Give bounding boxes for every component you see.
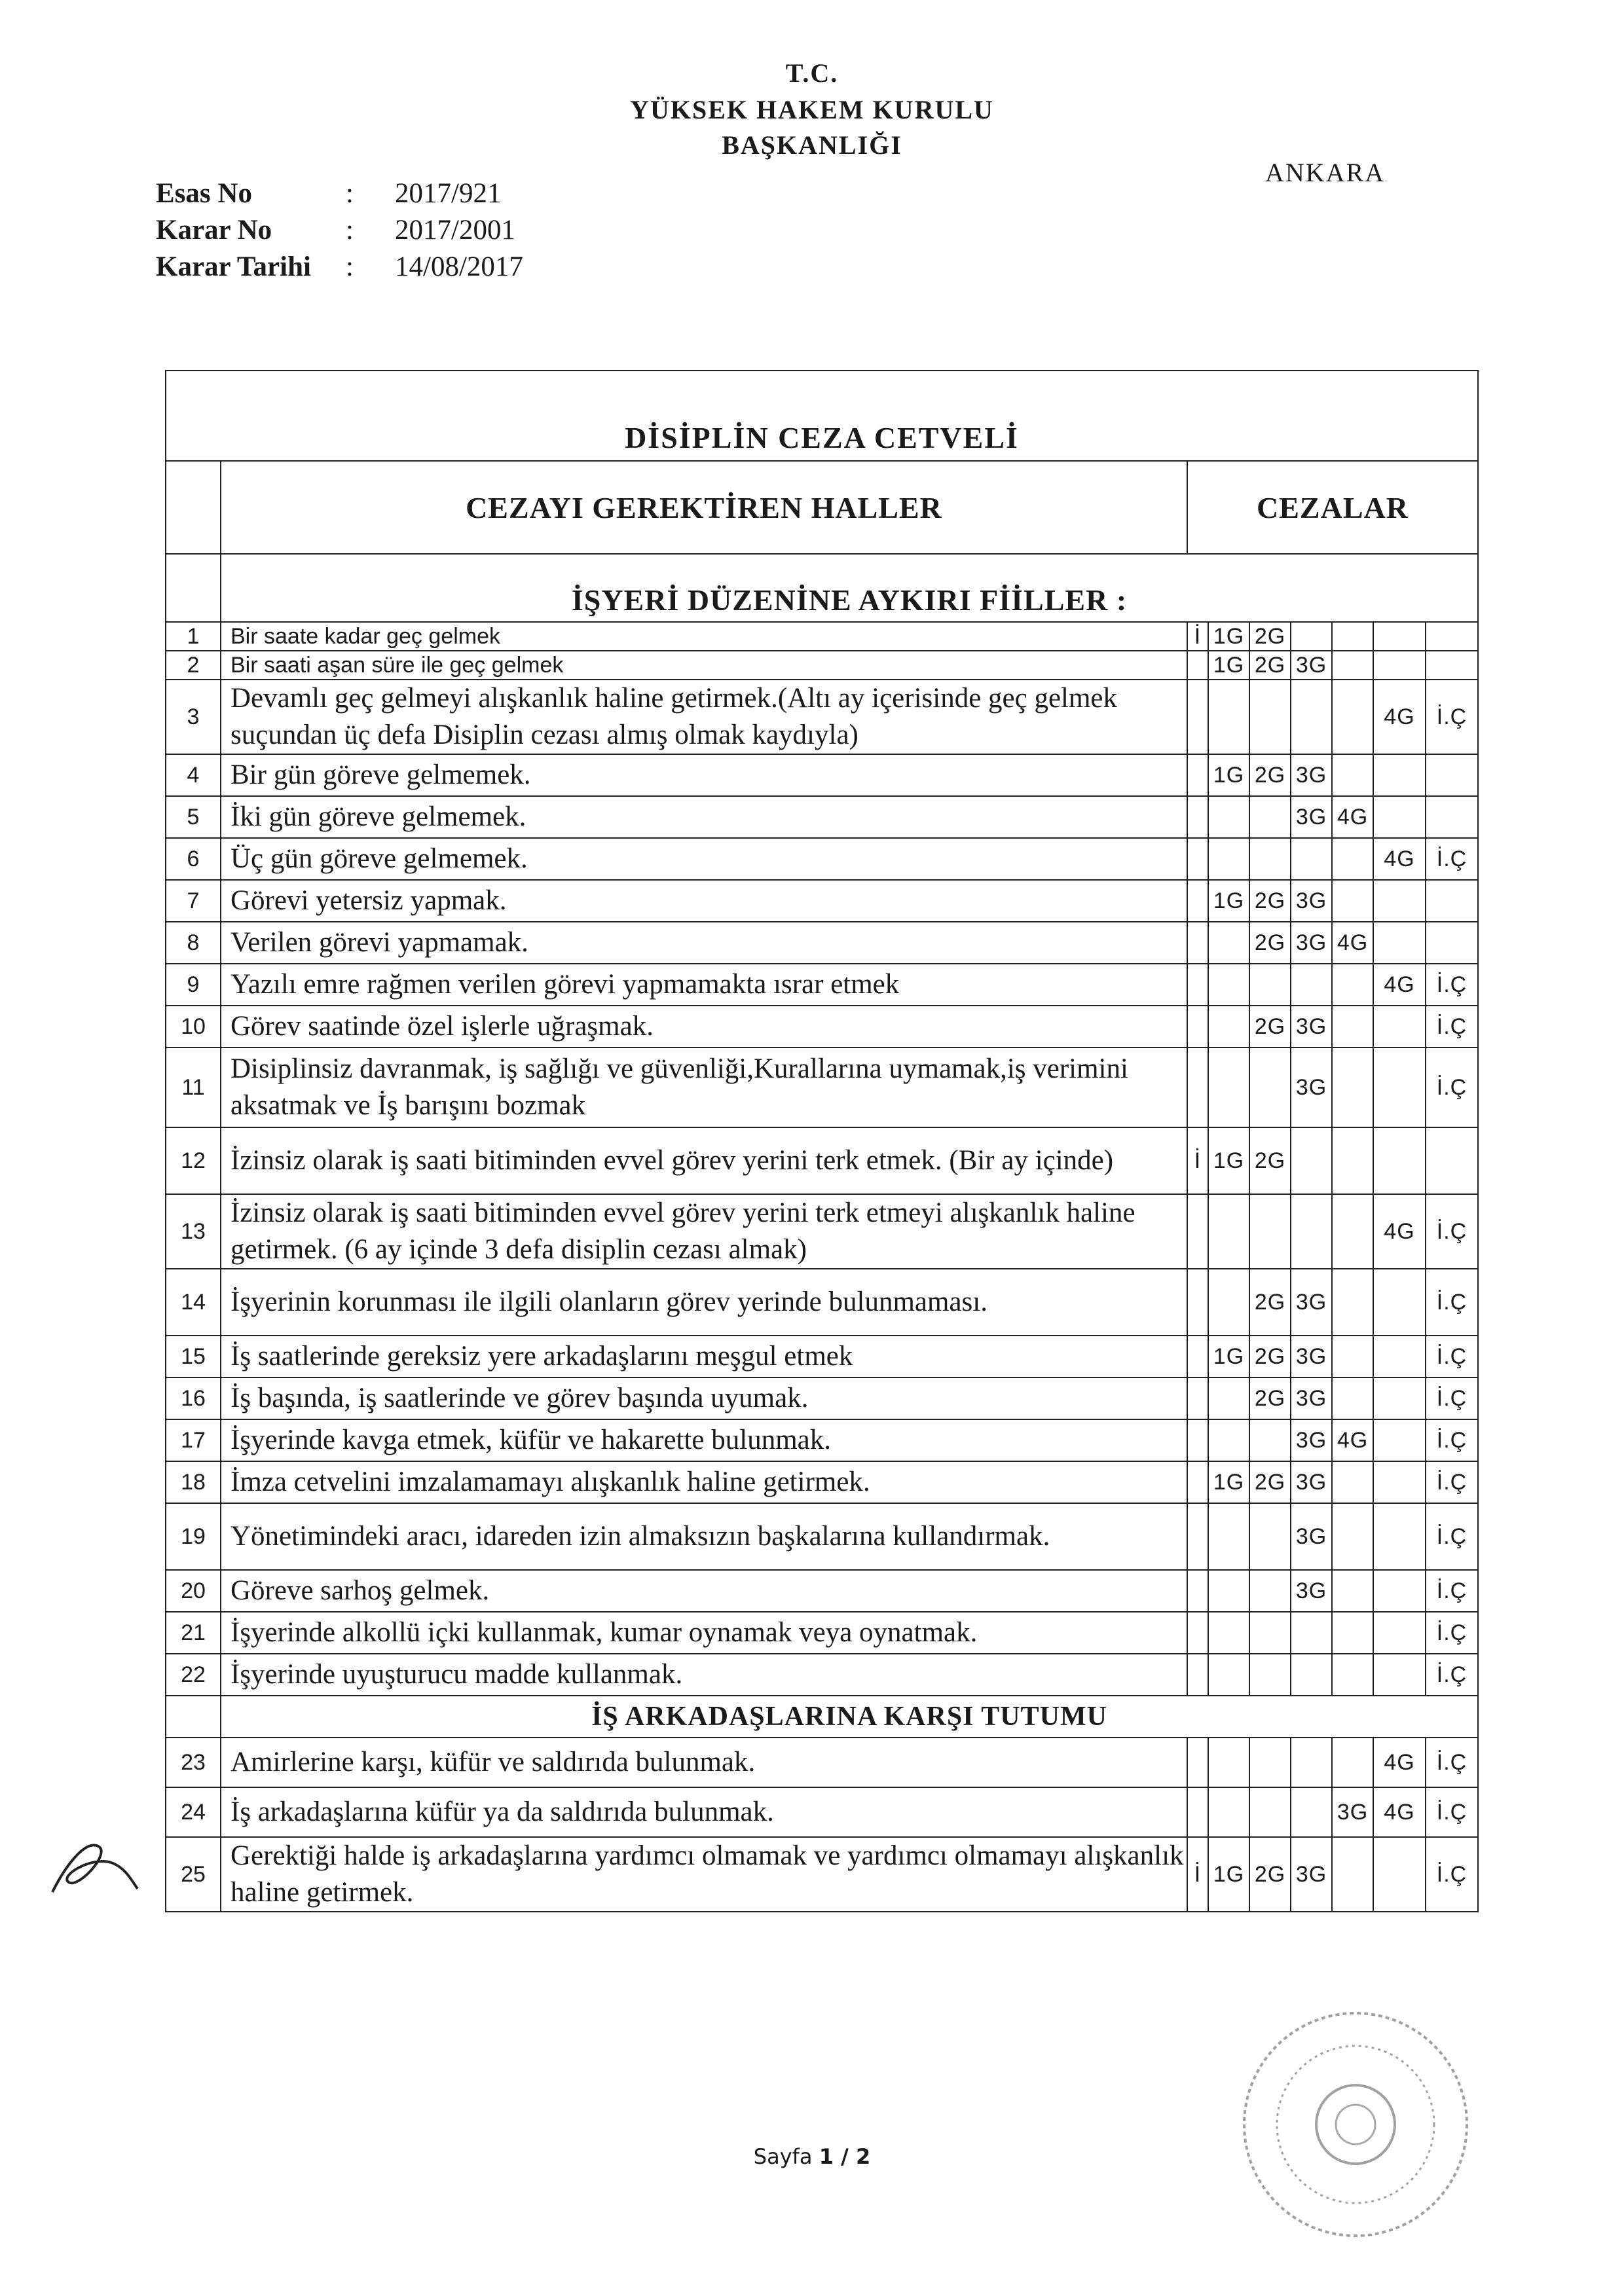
offense-description: İşyerinde kavga etmek, küfür ve hakarette bulunmak. xyxy=(221,1419,1187,1461)
case-number-row xyxy=(156,175,523,212)
penalty-cell xyxy=(1373,796,1426,838)
table-row xyxy=(166,1738,1478,1787)
footer-prefix: Sayfa xyxy=(753,2144,819,2169)
offense-description: İmza cetvelini imzalamamayı alışkanlık haline getirmek. xyxy=(221,1461,1187,1503)
header-presidency: BAŞKANLIĞI xyxy=(722,130,902,160)
penalty-cell: 3G xyxy=(1291,1570,1332,1612)
penalty-cell: 1G xyxy=(1208,1336,1249,1377)
penalty-cell xyxy=(1249,1419,1291,1461)
meta-label: Karar No xyxy=(156,215,272,246)
penalty-cell xyxy=(1332,1127,1373,1194)
column-header-penalties: CEZALAR xyxy=(1187,461,1478,554)
penalty-cell xyxy=(1332,1048,1373,1127)
table-row xyxy=(166,1461,1478,1503)
penalty-cell xyxy=(1187,1503,1208,1570)
offense-description: İşyerinde uyuşturucu madde kullanmak. xyxy=(221,1654,1187,1696)
penalty-cell xyxy=(1426,1127,1478,1194)
table-row xyxy=(166,1048,1478,1127)
penalty-cell: 3G xyxy=(1291,922,1332,964)
penalty-cell: İ.Ç xyxy=(1426,1461,1478,1503)
row-number: 19 xyxy=(166,1503,221,1570)
table-row xyxy=(166,1194,1478,1269)
row-number: 17 xyxy=(166,1419,221,1461)
penalty-cell: 1G xyxy=(1208,1837,1249,1912)
penalty-cell xyxy=(1291,1654,1332,1696)
penalty-cell xyxy=(1373,1419,1426,1461)
penalty-cell: 2G xyxy=(1249,1269,1291,1336)
penalty-cell xyxy=(1426,651,1478,680)
penalty-cell: 1G xyxy=(1208,1127,1249,1194)
penalty-cell xyxy=(1208,1194,1249,1269)
penalty-cell xyxy=(1187,1048,1208,1127)
penalty-cell xyxy=(1187,1419,1208,1461)
row-number: 8 xyxy=(166,922,221,964)
penalty-cell: 4G xyxy=(1373,1738,1426,1787)
penalty-cell xyxy=(1373,1654,1426,1696)
penalty-cell xyxy=(1291,1127,1332,1194)
penalty-cell xyxy=(1291,838,1332,880)
penalty-cell: 1G xyxy=(1208,651,1249,680)
penalty-cell xyxy=(1187,1377,1208,1419)
penalty-cell: 4G xyxy=(1332,1419,1373,1461)
penalty-cell xyxy=(1332,838,1373,880)
penalty-cell xyxy=(1208,1377,1249,1419)
penalty-cell: 2G xyxy=(1249,754,1291,796)
penalty-cell: İ.Ç xyxy=(1426,1503,1478,1570)
penalty-cell xyxy=(1332,754,1373,796)
penalty-cell: 1G xyxy=(1208,1461,1249,1503)
penalty-cell: İ.Ç xyxy=(1426,1837,1478,1912)
penalty-cell xyxy=(1426,880,1478,922)
table-row xyxy=(166,754,1478,796)
row-number: 5 xyxy=(166,796,221,838)
offense-description: Görev saatinde özel işlerle uğraşmak. xyxy=(221,1006,1187,1048)
offense-description: İş arkadaşlarına küfür ya da saldırıda bulunmak. xyxy=(221,1787,1187,1837)
penalty-cell xyxy=(1249,1048,1291,1127)
row-number: 4 xyxy=(166,754,221,796)
offense-description: Disiplinsiz davranmak, iş sağlığı ve güvenliği,Kurallarına uymamak,iş verimini aksatmak ve İş barışını bozmak xyxy=(221,1048,1187,1127)
table-row xyxy=(166,1269,1478,1336)
penalty-cell: İ.Ç xyxy=(1426,1194,1478,1269)
penalty-cell xyxy=(1187,1006,1208,1048)
penalty-cell xyxy=(1332,1377,1373,1419)
row-number: 23 xyxy=(166,1738,221,1787)
penalty-cell xyxy=(1373,880,1426,922)
meta-separator: : xyxy=(346,251,354,282)
penalty-cell: İ.Ç xyxy=(1426,1419,1478,1461)
offense-description: İzinsiz olarak iş saati bitiminden evvel görev yerini terk etmeyi alışkanlık haline getirmek. (6 ay içinde 3 defa disiplin cezası almak) xyxy=(221,1194,1187,1269)
penalty-cell xyxy=(1208,1006,1249,1048)
penalty-cell xyxy=(1208,1048,1249,1127)
offense-description: Yazılı emre rağmen verilen görevi yapmamakta ısrar etmek xyxy=(221,964,1187,1006)
row-number: 22 xyxy=(166,1654,221,1696)
penalty-cell: İ xyxy=(1187,622,1208,651)
penalty-cell xyxy=(1208,838,1249,880)
meta-value: 14/08/2017 xyxy=(395,251,523,282)
penalty-cell xyxy=(1249,1612,1291,1654)
penalty-cell xyxy=(1187,1654,1208,1696)
penalty-cell: İ xyxy=(1187,1837,1208,1912)
penalty-cell xyxy=(1187,1194,1208,1269)
row-number: 25 xyxy=(166,1837,221,1912)
penalty-cell: 3G xyxy=(1291,880,1332,922)
offense-description: İş başında, iş saatlerinde ve görev başında uyumak. xyxy=(221,1377,1187,1419)
penalty-cell xyxy=(1332,1738,1373,1787)
penalty-cell xyxy=(1291,1612,1332,1654)
penalty-cell: 4G xyxy=(1373,680,1426,754)
row-number: 6 xyxy=(166,838,221,880)
penalty-cell xyxy=(1291,680,1332,754)
penalty-cell xyxy=(1332,1837,1373,1912)
penalty-cell: 1G xyxy=(1208,622,1249,651)
column-header-cases: CEZAYI GEREKTİREN HALLER xyxy=(221,461,1187,554)
penalty-cell xyxy=(1187,838,1208,880)
penalty-cell xyxy=(1249,1503,1291,1570)
penalty-cell xyxy=(1208,1269,1249,1336)
row-number: 12 xyxy=(166,1127,221,1194)
section-spacer xyxy=(166,554,221,622)
penalty-cell: İ.Ç xyxy=(1426,1654,1478,1696)
penalty-cell xyxy=(1373,1837,1426,1912)
penalty-cell xyxy=(1187,796,1208,838)
penalty-cell: 3G xyxy=(1291,1837,1332,1912)
table-row xyxy=(166,1654,1478,1696)
penalty-cell: İ.Ç xyxy=(1426,1269,1478,1336)
penalty-cell xyxy=(1373,651,1426,680)
penalty-cell: 2G xyxy=(1249,1461,1291,1503)
decision-date-row xyxy=(156,249,523,285)
official-stamp xyxy=(1218,2000,1493,2249)
meta-separator: : xyxy=(346,215,354,246)
penalty-cell xyxy=(1373,922,1426,964)
offense-description: İşyerinde alkollü içki kullanmak, kumar oynamak veya oynatmak. xyxy=(221,1612,1187,1654)
offense-description: Üç gün göreve gelmemek. xyxy=(221,838,1187,880)
penalty-cell: 4G xyxy=(1373,964,1426,1006)
penalty-cell xyxy=(1291,1738,1332,1787)
penalty-cell xyxy=(1187,964,1208,1006)
penalty-cell xyxy=(1187,922,1208,964)
meta-label: Karar Tarihi xyxy=(156,251,311,282)
penalty-cell xyxy=(1373,1048,1426,1127)
penalty-cell xyxy=(1187,1461,1208,1503)
row-number: 14 xyxy=(166,1269,221,1336)
penalty-cell: İ.Ç xyxy=(1426,1336,1478,1377)
penalty-cell: 2G xyxy=(1249,880,1291,922)
penalty-cell xyxy=(1373,1612,1426,1654)
penalty-cell xyxy=(1187,1738,1208,1787)
offense-description: İzinsiz olarak iş saati bitiminden evvel görev yerini terk etmek. (Bir ay içinde) xyxy=(221,1127,1187,1194)
offense-description: Bir saati aşan süre ile geç gelmek xyxy=(221,651,1187,680)
penalty-cell xyxy=(1249,1787,1291,1837)
penalty-cell xyxy=(1208,964,1249,1006)
row-number: 7 xyxy=(166,880,221,922)
table-row xyxy=(166,922,1478,964)
penalty-table xyxy=(165,370,1479,1912)
table-row xyxy=(166,1570,1478,1612)
penalty-cell: 2G xyxy=(1249,922,1291,964)
penalty-cell: İ.Ç xyxy=(1426,1787,1478,1837)
table-title: DİSİPLİN CEZA CETVELİ xyxy=(166,371,1478,461)
initials-signature xyxy=(39,1827,144,1905)
offense-description: İşyerinin korunması ile ilgili olanların görev yerinde bulunmaması. xyxy=(221,1269,1187,1336)
penalty-cell xyxy=(1187,1269,1208,1336)
penalty-cell: 3G xyxy=(1291,1269,1332,1336)
penalty-cell xyxy=(1332,1006,1373,1048)
penalty-cell xyxy=(1249,838,1291,880)
penalty-cell xyxy=(1208,680,1249,754)
row-number: 20 xyxy=(166,1570,221,1612)
penalty-cell xyxy=(1426,796,1478,838)
penalty-cell: 4G xyxy=(1373,1194,1426,1269)
table-row xyxy=(166,622,1478,651)
city-label: ANKARA xyxy=(1265,158,1386,187)
penalty-cell xyxy=(1373,1503,1426,1570)
offense-description: Verilen görevi yapmamak. xyxy=(221,922,1187,964)
penalty-cell xyxy=(1208,1654,1249,1696)
penalty-cell: 2G xyxy=(1249,651,1291,680)
penalty-cell xyxy=(1373,1336,1426,1377)
penalty-cell xyxy=(1187,880,1208,922)
table-row xyxy=(166,1837,1478,1912)
penalty-cell xyxy=(1332,1503,1373,1570)
penalty-cell xyxy=(1187,651,1208,680)
penalty-cell xyxy=(1332,1269,1373,1336)
penalty-cell xyxy=(1187,1336,1208,1377)
penalty-cell: 4G xyxy=(1373,838,1426,880)
penalty-cell xyxy=(1208,1503,1249,1570)
penalty-cell: İ.Ç xyxy=(1426,1048,1478,1127)
meta-value: 2017/2001 xyxy=(395,215,515,246)
row-number: 13 xyxy=(166,1194,221,1269)
offense-description: Bir gün göreve gelmemek. xyxy=(221,754,1187,796)
penalty-cell xyxy=(1332,651,1373,680)
offense-description: Gerektiği halde iş arkadaşlarına yardımcı olmamak ve yardımcı olmamayı alışkanlık haline getirmek. xyxy=(221,1837,1187,1912)
row-number: 1 xyxy=(166,622,221,651)
meta-separator: : xyxy=(346,178,354,209)
table-row xyxy=(166,1612,1478,1654)
penalty-cell xyxy=(1187,1570,1208,1612)
penalty-cell: İ.Ç xyxy=(1426,1738,1478,1787)
section-heading-colleagues: İŞ ARKADAŞLARINA KARŞI TUTUMU xyxy=(221,1696,1478,1738)
penalty-cell: 1G xyxy=(1208,754,1249,796)
penalty-cell xyxy=(1187,680,1208,754)
penalty-cell xyxy=(1291,1787,1332,1837)
offense-description: Yönetimindeki aracı, idareden izin almaksızın başkalarına kullandırmak. xyxy=(221,1503,1187,1570)
penalty-cell xyxy=(1332,880,1373,922)
penalty-cell: 2G xyxy=(1249,1127,1291,1194)
meta-value: 2017/921 xyxy=(395,178,502,209)
row-number: 21 xyxy=(166,1612,221,1654)
penalty-cell xyxy=(1187,754,1208,796)
page-number: 1 / 2 xyxy=(819,2144,871,2169)
penalty-cell: İ.Ç xyxy=(1426,964,1478,1006)
row-number: 16 xyxy=(166,1377,221,1419)
header-institution: YÜKSEK HAKEM KURULU xyxy=(630,95,994,124)
penalty-cell: İ.Ç xyxy=(1426,1377,1478,1419)
table-row xyxy=(166,680,1478,754)
offense-description: İş saatlerinde gereksiz yere arkadaşlarını meşgul etmek xyxy=(221,1336,1187,1377)
penalty-cell: 3G xyxy=(1332,1787,1373,1837)
penalty-cell xyxy=(1332,1654,1373,1696)
penalty-cell: 3G xyxy=(1291,651,1332,680)
section-heading-workplace: İŞYERİ DÜZENİNE AYKIRI FİİLLER : xyxy=(221,554,1478,622)
penalty-cell: 4G xyxy=(1332,796,1373,838)
penalty-cell: 3G xyxy=(1291,1503,1332,1570)
table-row xyxy=(166,1377,1478,1419)
penalty-cell xyxy=(1426,754,1478,796)
penalty-cell xyxy=(1208,796,1249,838)
page-footer xyxy=(0,2144,1624,2169)
penalty-cell: İ.Ç xyxy=(1426,1612,1478,1654)
penalty-cell xyxy=(1291,1194,1332,1269)
penalty-cell: 2G xyxy=(1249,622,1291,651)
penalty-cell: 4G xyxy=(1332,922,1373,964)
penalty-cell: 2G xyxy=(1249,1336,1291,1377)
case-info xyxy=(156,175,523,285)
penalty-cell xyxy=(1426,622,1478,651)
penalty-cell: İ.Ç xyxy=(1426,838,1478,880)
table-row xyxy=(166,1503,1478,1570)
penalty-cell xyxy=(1208,1419,1249,1461)
row-number: 3 xyxy=(166,680,221,754)
table-row xyxy=(166,1419,1478,1461)
offense-description: Amirlerine karşı, küfür ve saldırıda bulunmak. xyxy=(221,1738,1187,1787)
penalty-cell xyxy=(1291,964,1332,1006)
penalty-cell xyxy=(1332,1612,1373,1654)
penalty-cell xyxy=(1332,1194,1373,1269)
penalty-cell: 3G xyxy=(1291,1006,1332,1048)
penalty-cell: 3G xyxy=(1291,1048,1332,1127)
decision-number-row xyxy=(156,212,523,249)
penalty-cell xyxy=(1208,1738,1249,1787)
penalty-cell xyxy=(1208,1612,1249,1654)
penalty-cell xyxy=(1373,1570,1426,1612)
table-row xyxy=(166,1336,1478,1377)
penalty-cell: 2G xyxy=(1249,1377,1291,1419)
penalty-cell: İ.Ç xyxy=(1426,1570,1478,1612)
penalty-cell: 4G xyxy=(1373,1787,1426,1837)
penalty-cell: 3G xyxy=(1291,1461,1332,1503)
penalty-cell xyxy=(1373,1377,1426,1419)
penalty-cell xyxy=(1187,1612,1208,1654)
penalty-cell xyxy=(1208,1787,1249,1837)
penalty-cell xyxy=(1332,1461,1373,1503)
penalty-cell xyxy=(1373,622,1426,651)
row-number: 18 xyxy=(166,1461,221,1503)
table-row xyxy=(166,880,1478,922)
offense-description: Devamlı geç gelmeyi alışkanlık haline getirmek.(Altı ay içerisinde geç gelmek suçundan üç defa Disiplin cezası almış olmak kaydıyla) xyxy=(221,680,1187,754)
penalty-cell xyxy=(1373,754,1426,796)
penalty-cell xyxy=(1373,1127,1426,1194)
penalty-cell xyxy=(1249,1738,1291,1787)
penalty-cell xyxy=(1249,964,1291,1006)
table-row xyxy=(166,796,1478,838)
header-spacer xyxy=(166,461,221,554)
penalty-cell: İ.Ç xyxy=(1426,1006,1478,1048)
penalty-cell: 2G xyxy=(1249,1006,1291,1048)
row-number: 2 xyxy=(166,651,221,680)
header-tc: T.C. xyxy=(785,58,839,88)
table-row xyxy=(166,1787,1478,1837)
section-spacer xyxy=(166,1696,221,1738)
penalty-cell: 3G xyxy=(1291,1336,1332,1377)
penalty-cell xyxy=(1208,1570,1249,1612)
penalty-cell xyxy=(1332,680,1373,754)
penalty-cell: İ.Ç xyxy=(1426,680,1478,754)
penalty-cell xyxy=(1332,1570,1373,1612)
row-number: 15 xyxy=(166,1336,221,1377)
penalty-cell xyxy=(1249,1654,1291,1696)
penalty-rows-colleagues xyxy=(166,1738,1478,1912)
meta-label: Esas No xyxy=(156,178,252,209)
penalty-cell xyxy=(1373,1461,1426,1503)
penalty-cell xyxy=(1426,922,1478,964)
penalty-cell xyxy=(1332,1336,1373,1377)
penalty-cell: 3G xyxy=(1291,754,1332,796)
penalty-cell: 3G xyxy=(1291,1377,1332,1419)
table-row xyxy=(166,1006,1478,1048)
penalty-cell xyxy=(1249,680,1291,754)
penalty-cell xyxy=(1249,1570,1291,1612)
penalty-cell: 3G xyxy=(1291,796,1332,838)
penalty-cell xyxy=(1373,1269,1426,1336)
penalty-cell xyxy=(1332,622,1373,651)
offense-description: Bir saate kadar geç gelmek xyxy=(221,622,1187,651)
penalty-cell: İ xyxy=(1187,1127,1208,1194)
offense-description: İki gün göreve gelmemek. xyxy=(221,796,1187,838)
table-row xyxy=(166,651,1478,680)
penalty-cell: 2G xyxy=(1249,1837,1291,1912)
penalty-cell: 1G xyxy=(1208,880,1249,922)
table-row xyxy=(166,964,1478,1006)
row-number: 10 xyxy=(166,1006,221,1048)
penalty-cell xyxy=(1249,1194,1291,1269)
penalty-cell xyxy=(1187,1787,1208,1837)
table-row xyxy=(166,1127,1478,1194)
penalty-cell xyxy=(1373,1006,1426,1048)
penalty-cell: 3G xyxy=(1291,1419,1332,1461)
offense-description: Görevi yetersiz yapmak. xyxy=(221,880,1187,922)
row-number: 11 xyxy=(166,1048,221,1127)
table-row xyxy=(166,838,1478,880)
penalty-cell xyxy=(1291,622,1332,651)
penalty-cell xyxy=(1249,796,1291,838)
penalty-rows-workplace xyxy=(166,622,1478,1696)
row-number: 9 xyxy=(166,964,221,1006)
penalty-cell xyxy=(1208,922,1249,964)
penalty-cell xyxy=(1332,964,1373,1006)
row-number: 24 xyxy=(166,1787,221,1837)
offense-description: Göreve sarhoş gelmek. xyxy=(221,1570,1187,1612)
